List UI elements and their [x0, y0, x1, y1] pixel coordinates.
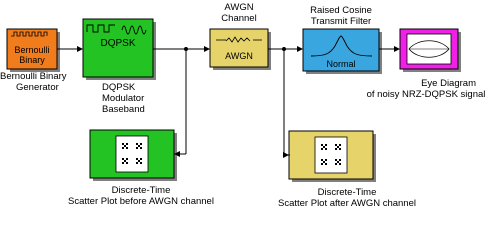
scatter-before-caption	[66, 185, 216, 207]
awgn-caption	[207, 2, 271, 24]
dqpsk-caption-line1: DQPSK	[102, 82, 136, 93]
scatter-before-caption-line1: Discrete-Time	[111, 185, 171, 196]
awgn-block[interactable]	[210, 29, 268, 67]
scatter-after-caption-line2: Scatter Plot after AWGN channel	[278, 198, 416, 209]
bernoulli-caption	[0, 71, 72, 93]
dqpsk-inner-label: DQPSK	[100, 38, 136, 49]
arrow-into-scatter-after-icon	[283, 152, 289, 158]
awgn-caption-line2: Channel	[221, 13, 257, 24]
raised-cosine-caption-line1: Raised Cosine	[310, 5, 372, 16]
raised-cosine-inner-label: Normal	[326, 59, 356, 69]
junction-dot-before	[184, 47, 188, 51]
eye-diagram-caption-line1: Eye Diagram	[421, 78, 476, 89]
scatter-after-screen	[315, 137, 347, 173]
arrow-into-eye-icon	[394, 46, 400, 52]
bernoulli-caption-line1: Bernoulli Binary	[0, 71, 67, 82]
bernoulli-inner-line2: Binary	[19, 55, 45, 65]
dqpsk-caption-line2: Modulator	[102, 93, 145, 104]
awgn-inner-label: AWGN	[225, 51, 253, 61]
bernoulli-caption-line2: Generator	[16, 82, 59, 93]
eye-diagram-caption	[356, 78, 496, 100]
scatter-before-caption-line2: Scatter Plot before AWGN channel	[68, 196, 214, 207]
scatter-after-caption	[272, 187, 422, 209]
dqpsk-caption-line3: Baseband	[102, 104, 145, 115]
junction-dot-after	[282, 47, 286, 51]
bernoulli-inner-line1: Bernoulli	[14, 45, 50, 55]
scatter-before-screen	[116, 136, 148, 172]
raised-cosine-caption	[296, 5, 386, 27]
awgn-caption-line1: AWGN	[224, 2, 254, 13]
scatter-after-caption-line1: Discrete-Time	[317, 187, 377, 198]
eye-diagram-caption-line2: of noisy NRZ-DQPSK signal	[366, 89, 486, 100]
dqpsk-caption	[102, 82, 162, 115]
bernoulli-inner-label	[7, 45, 57, 65]
raised-cosine-caption-line2: Transmit Filter	[310, 16, 372, 27]
arrow-into-filter-icon	[297, 46, 303, 52]
